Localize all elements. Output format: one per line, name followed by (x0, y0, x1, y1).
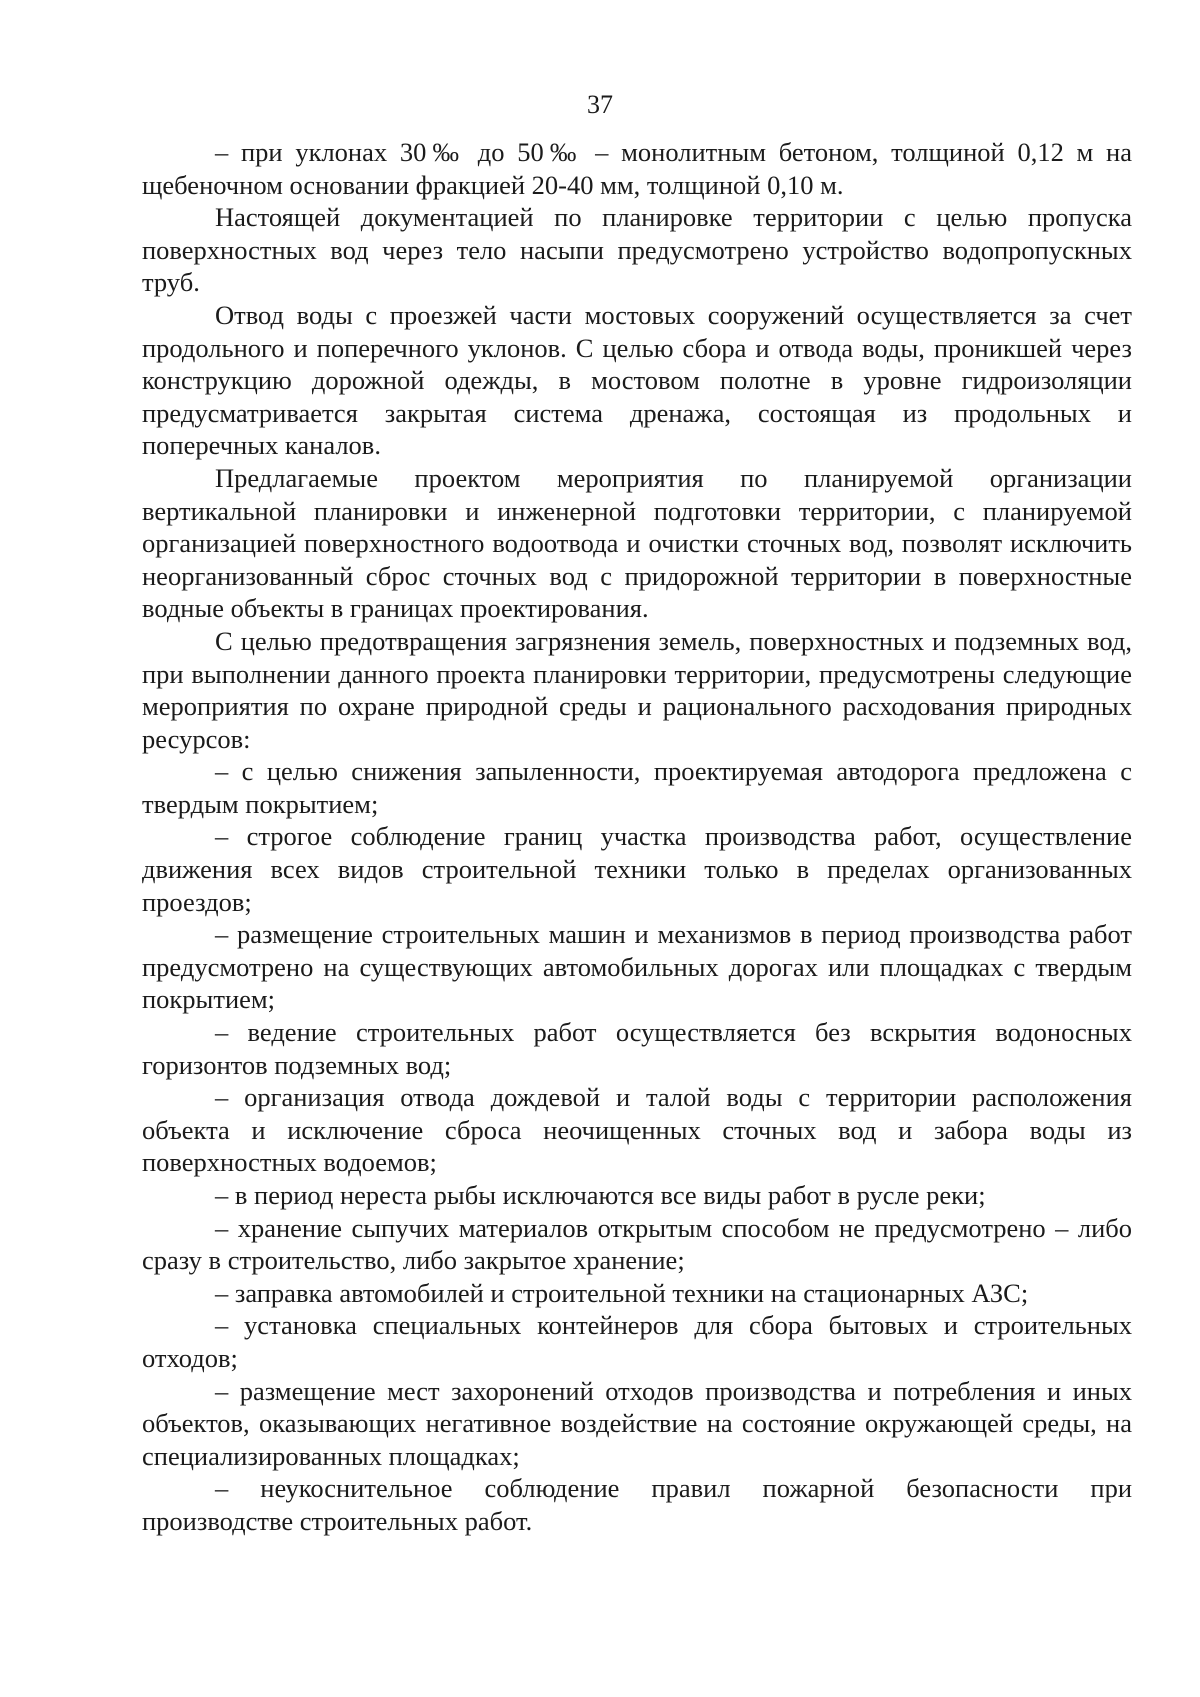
page-number: 37 (587, 90, 613, 119)
list-item-waste-containers: – установка специальных контейнеров для сбора бытовых и строительных отходов; (142, 1310, 1132, 1373)
document-body (142, 136, 1132, 1538)
list-item-spawning-period: – в период нереста рыбы исключаются все виды работ в русле реки; (215, 1180, 986, 1210)
paragraph-culverts: Настоящей документацией по планировке территории с целью пропуска поверхностных вод через тело насыпи предусмотрено устройство водопропускных труб. (142, 202, 1132, 298)
paragraph-pollution-prevention: С целью предотвращения загрязнения земель, поверхностных и подземных вод, при выполнении данного проекта планировки территории, предусмотрены следующие мероприятия по охране природной среды и рационального расходования природных ресурсов: (142, 625, 1132, 754)
paragraph-proposed-measures: Предлагаемые проектом мероприятия по планируемой организации вертикальной планировки и инженерной подготовки территории, с планируемой организацией поверхностного водоотвода и очистки сточных вод, позволят исключить неорганизованный сброс сточных вод с придорожной территории в поверхностные водные объекты в границах проектирования. (142, 462, 1132, 624)
list-item-refueling: – заправка автомобилей и строительной техники на стационарных АЗС; (215, 1277, 1029, 1308)
list-item-work-boundaries: – строгое соблюдение границ участка производства работ, осуществление движения всех видов строительной техники только в пределах организованных проездов; (142, 821, 1132, 917)
paragraph-slope-concrete: – при уклонах 30‰ до 50‰ – монолитным бетоном, толщиной 0,12 м на щебеночном основании фракцией 20-40 мм, толщиной 0,10 м. (142, 137, 1132, 200)
list-item-dust-reduction: – с целью снижения запыленности, проектируемая автодорога предложена с твердым покрытием; (142, 756, 1132, 819)
list-item-machinery-placement: – размещение строительных машин и механизмов в период производства работ предусмотрено на существующих автомобильных дорогах или площадках с твердым покрытием; (142, 919, 1132, 1015)
list-item-waste-disposal: – размещение мест захоронений отходов производства и потребления и иных объектов, оказывающих негативное воздействие на состояние окружающей среды, на специализированных площадках; (142, 1375, 1132, 1471)
paragraph-bridge-drainage: Отвод воды с проезжей части мостовых сооружений осуществляется за счет продольного и поперечного уклонов. С целью сбора и отвода воды, проникшей через конструкцию дорожной одежды, в мостовом полотне в уровне гидроизоляции предусматривается закрытая система дренажа, состоящая из продольных и поперечных каналов. (142, 299, 1132, 461)
list-item-fire-safety: – неукоснительное соблюдение правил пожарной безопасности при производстве строительных работ. (142, 1473, 1132, 1536)
list-item-rainwater-drainage: – организация отвода дождевой и талой воды с территории расположения объекта и исключение сброса неочищенных сточных вод и забора воды из поверхностных водоемов; (142, 1082, 1132, 1178)
list-item-bulk-materials: – хранение сыпучих материалов открытым способом не предусмотрено – либо сразу в строительство, либо закрытое хранение; (142, 1212, 1132, 1276)
list-item-aquifers: – ведение строительных работ осуществляется без вскрытия водоносных горизонтов подземных вод; (142, 1017, 1132, 1080)
